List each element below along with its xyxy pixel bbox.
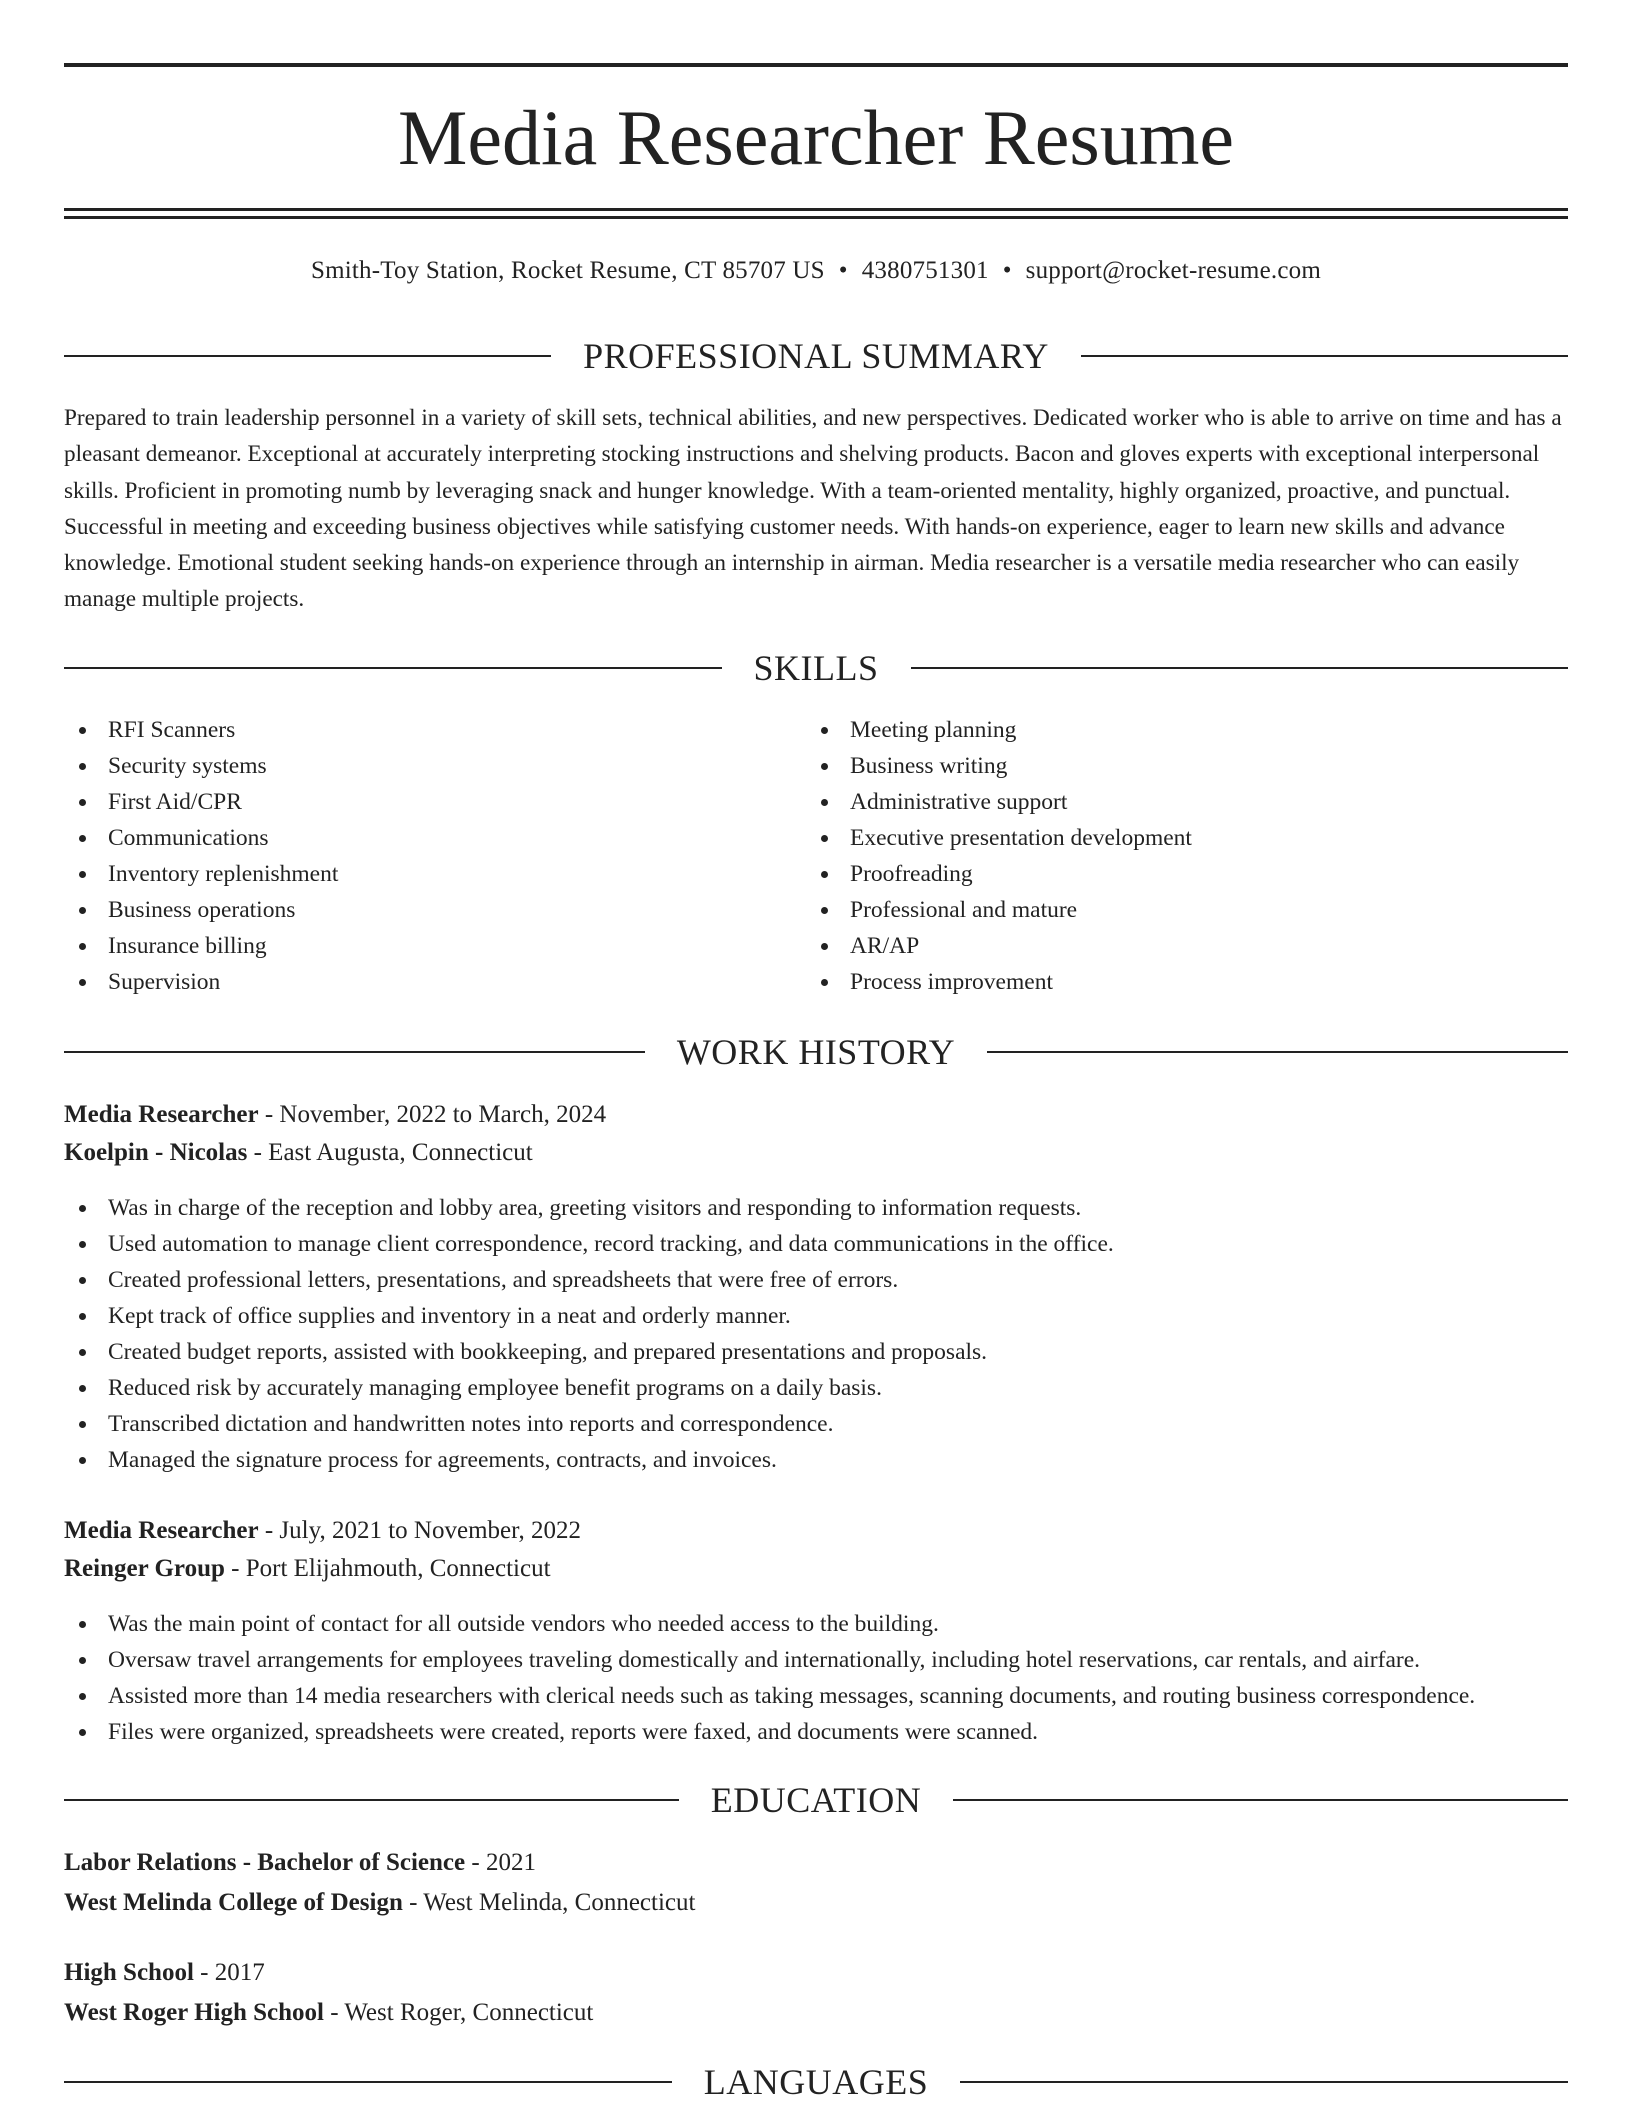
skill-item: Business operations xyxy=(64,892,764,928)
job-dates: - July, 2021 to November, 2022 xyxy=(258,1517,581,1544)
skills-list-left xyxy=(64,712,764,1000)
job-company-line xyxy=(64,1550,1568,1588)
job-location: - East Augusta, Connecticut xyxy=(247,1139,533,1166)
section-title-languages: LANGUAGES xyxy=(703,2062,929,2102)
title-double-rule-lower xyxy=(64,216,1568,219)
section-rule-right xyxy=(1081,355,1568,357)
skill-item: First Aid/CPR xyxy=(64,784,764,820)
job-company: Reinger Group xyxy=(64,1555,225,1582)
skills-list-right xyxy=(806,712,1506,1000)
section-header-languages xyxy=(64,2060,1568,2104)
job-location: - Port Elijahmouth, Connecticut xyxy=(224,1555,551,1582)
section-title-summary: PROFESSIONAL SUMMARY xyxy=(583,336,1049,376)
job-duty: Managed the signature process for agreements, contracts, and invoices. xyxy=(64,1442,1568,1478)
contact-line xyxy=(64,254,1568,288)
job-duty: Reduced risk by accurately managing employee benefit programs on a daily basis. xyxy=(64,1370,1568,1406)
education-degree-line xyxy=(64,1844,1568,1882)
skill-item: Proofreading xyxy=(806,856,1506,892)
skill-item: Meeting planning xyxy=(806,712,1506,748)
skill-item: Professional and mature xyxy=(806,892,1506,928)
skill-item: Insurance billing xyxy=(64,928,764,964)
section-rule-right xyxy=(953,1799,1568,1801)
contact-email: support@rocket-resume.com xyxy=(1025,257,1321,284)
section-rule-left xyxy=(64,667,722,669)
contact-phone: 4380751301 xyxy=(861,257,989,284)
job-duty: Created budget reports, assisted with bookkeeping, and prepared presentations and proposals. xyxy=(64,1334,1568,1370)
section-rule-right xyxy=(960,2081,1568,2083)
job-duty: Assisted more than 14 media researchers with clerical needs such as taking messages, scanning documents, and routing business correspondence. xyxy=(64,1678,1568,1714)
skill-item: Communications xyxy=(64,820,764,856)
job-duty: Created professional letters, presentations, and spreadsheets that were free of errors. xyxy=(64,1262,1568,1298)
job-duty: Transcribed dictation and handwritten notes into reports and correspondence. xyxy=(64,1406,1568,1442)
job-company: Koelpin - Nicolas xyxy=(64,1139,248,1166)
job-duties-list xyxy=(64,1190,1568,1478)
skill-item: RFI Scanners xyxy=(64,712,764,748)
skill-item: Executive presentation development xyxy=(806,820,1506,856)
section-rule-right xyxy=(911,667,1569,669)
skill-item: Supervision xyxy=(64,964,764,1000)
education-school: West Melinda College of Design xyxy=(64,1889,403,1916)
section-rule-left xyxy=(64,2081,672,2083)
section-rule-left xyxy=(64,1051,645,1053)
section-title-skills: SKILLS xyxy=(753,648,879,688)
education-school: West Roger High School xyxy=(64,1999,324,2026)
skill-item: Process improvement xyxy=(806,964,1506,1000)
education-degree-line xyxy=(64,1954,1568,1992)
top-rule xyxy=(64,63,1568,67)
job-title-line xyxy=(64,1512,1568,1550)
section-title-education: EDUCATION xyxy=(710,1780,922,1820)
education-year: - 2017 xyxy=(193,1959,265,1986)
section-rule-left xyxy=(64,1799,679,1801)
job-title: Media Researcher xyxy=(64,1101,259,1128)
section-header-summary xyxy=(64,334,1568,378)
job-duty: Oversaw travel arrangements for employees traveling domestically and internationally, including hotel reservations, car rentals, and airfare. xyxy=(64,1642,1568,1678)
job-company-line xyxy=(64,1134,1568,1172)
skill-item: Business writing xyxy=(806,748,1506,784)
skill-item: AR/AP xyxy=(806,928,1506,964)
section-rule-left xyxy=(64,355,551,357)
contact-separator: • xyxy=(1002,257,1012,284)
contact-separator: • xyxy=(838,257,848,284)
job-duty: Kept track of office supplies and inventory in a neat and orderly manner. xyxy=(64,1298,1568,1334)
skill-item: Security systems xyxy=(64,748,764,784)
section-rule-right xyxy=(987,1051,1568,1053)
education-school-line xyxy=(64,1884,1568,1922)
education-school-line xyxy=(64,1994,1568,2032)
summary-paragraph: Prepared to train leadership personnel in a variety of skill sets, technical abilities, and new perspectives. Dedicated worker who is able to arrive on time and has a pleasant demeanor. Exceptional at accurately interpreting stocking instructions and shelving products. Bacon and gloves experts with exceptional interpersonal skills. Proficient in promoting numb by leveraging snack and hunger knowledge. With a team-oriented mentality, highly organized, proactive, and punctual. Successful in meeting and exceeding business objectives while satisfying customer needs. With hands-on experience, eager to learn new skills and advance knowledge. Emotional student seeking hands-on experience through an internship in airman. Media researcher is a versatile media researcher who can easily manage multiple projects. xyxy=(64,405,1562,613)
resume-title: Media Researcher Resume xyxy=(398,94,1234,181)
skill-item: Administrative support xyxy=(806,784,1506,820)
job-title: Media Researcher xyxy=(64,1517,259,1544)
job-dates: - November, 2022 to March, 2024 xyxy=(258,1101,607,1128)
education-location: - West Melinda, Connecticut xyxy=(402,1889,696,1916)
job-title-line xyxy=(64,1096,1568,1134)
job-duty: Used automation to manage client correspondence, record tracking, and data communications in the office. xyxy=(64,1226,1568,1262)
section-header-work xyxy=(64,1030,1568,1074)
education-location: - West Roger, Connecticut xyxy=(323,1999,594,2026)
section-header-skills xyxy=(64,646,1568,690)
job-duty: Was in charge of the reception and lobby area, greeting visitors and responding to information requests. xyxy=(64,1190,1568,1226)
job-duty: Files were organized, spreadsheets were created, reports were faxed, and documents were scanned. xyxy=(64,1714,1568,1750)
section-title-work: WORK HISTORY xyxy=(676,1032,956,1072)
contact-address: Smith-Toy Station, Rocket Resume, CT 85707 US xyxy=(311,257,825,284)
education-degree: High School xyxy=(64,1959,194,1986)
job-duty: Was the main point of contact for all outside vendors who needed access to the building. xyxy=(64,1606,1568,1642)
education-degree: Labor Relations - Bachelor of Science xyxy=(64,1849,466,1876)
education-year: - 2021 xyxy=(465,1849,536,1876)
title-double-rule-upper xyxy=(64,208,1568,211)
section-header-education xyxy=(64,1778,1568,1822)
job-duties-list xyxy=(64,1606,1568,1750)
skill-item: Inventory replenishment xyxy=(64,856,764,892)
